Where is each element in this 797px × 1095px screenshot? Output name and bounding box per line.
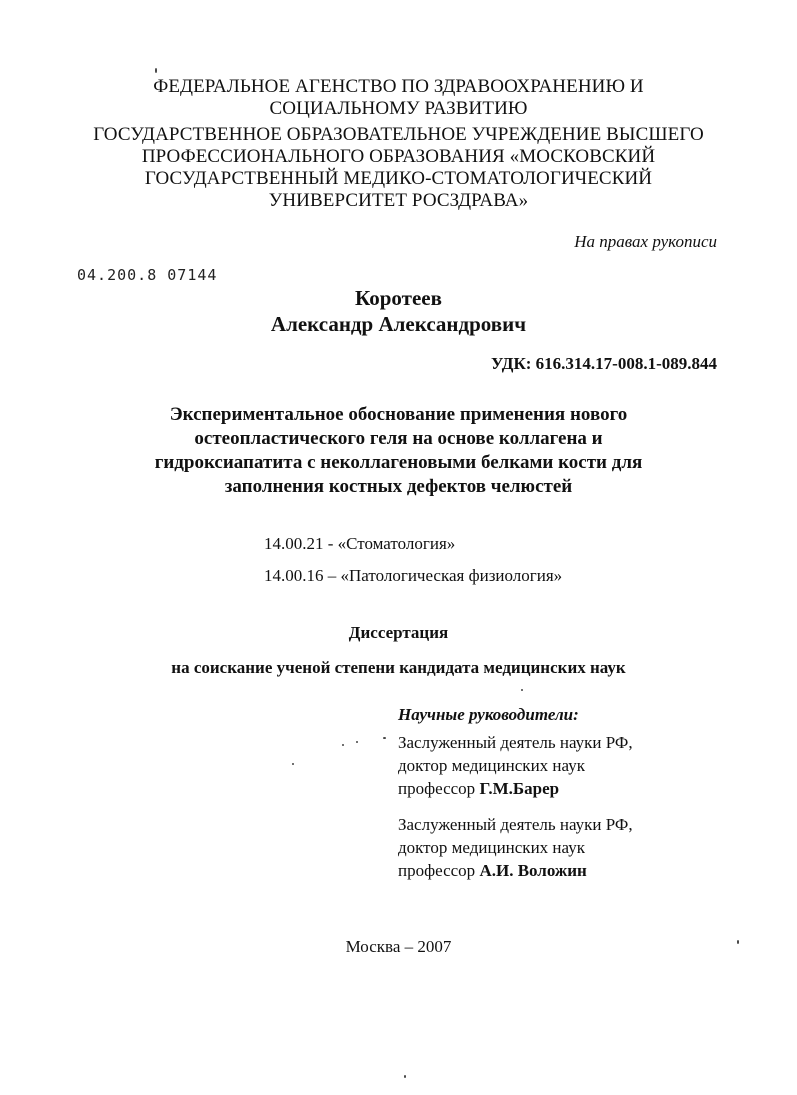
- dissertation-title: [0, 403, 797, 499]
- manuscript-note: На правах рукописи: [574, 232, 717, 251]
- udk-code: УДК: 616.314.17-008.1-089.844: [490, 354, 717, 373]
- title-line: остеопластического геля на основе коллагена и: [194, 428, 603, 449]
- supervisor-entry: [398, 731, 633, 800]
- institution-header: [0, 124, 797, 212]
- city-year: Москва – 2007: [345, 937, 452, 956]
- catalog-number: 04.200.8 07144: [77, 266, 218, 284]
- scan-speck: [292, 763, 294, 765]
- scan-speck: [356, 741, 358, 743]
- title-line: заполнения костных дефектов челюстей: [224, 476, 573, 497]
- supervisor-name: А.И. Воложин: [479, 861, 587, 880]
- author-surname: Коротеев: [355, 286, 442, 310]
- institution-line: ГОСУДАРСТВЕННОЕ ОБРАЗОВАТЕЛЬНОЕ УЧРЕЖДЕНИЕ ВЫСШЕГО: [93, 124, 704, 145]
- supervisor-rank-line: [398, 777, 633, 800]
- scan-speck: [342, 744, 344, 746]
- institution-line: УНИВЕРСИТЕТ РОСЗДРАВА»: [268, 190, 529, 211]
- supervisor-title: Заслуженный деятель науки РФ,: [398, 815, 633, 834]
- title-line: гидроксиапатита с неколлагеновыми белками кости для: [154, 452, 643, 473]
- degree-statement: на соискание ученой степени кандидата медицинских наук: [171, 658, 626, 677]
- title-line: Экспериментальное обоснование применения нового: [169, 404, 628, 425]
- supervisor-entry: [398, 813, 633, 882]
- agency-line: ФЕДЕРАЛЬНОЕ АГЕНСТВО ПО ЗДРАВООХРАНЕНИЮ И: [153, 76, 644, 97]
- agency-line: СОЦИАЛЬНОМУ РАЗВИТИЮ: [269, 98, 528, 119]
- supervisor-degree: доктор медицинских наук: [398, 838, 585, 857]
- supervisor-degree: доктор медицинских наук: [398, 756, 585, 775]
- specialty-item: 14.00.21 - «Стоматология»: [264, 534, 456, 553]
- supervisors-section: [398, 703, 633, 895]
- scan-speck: [737, 940, 739, 944]
- scan-speck: [521, 689, 523, 691]
- institution-line: ГОСУДАРСТВЕННЫЙ МЕДИКО-СТОМАТОЛОГИЧЕСКИЙ: [144, 168, 653, 189]
- author-given-names: Александр Александрович: [270, 312, 527, 336]
- institution-line: ПРОФЕССИОНАЛЬНОГО ОБРАЗОВАНИЯ «МОСКОВСКИЙ: [141, 146, 656, 167]
- supervisor-rank: профессор: [398, 779, 476, 798]
- specialty-item: 14.00.16 – «Патологическая физиология»: [264, 566, 563, 585]
- supervisor-rank-line: [398, 859, 633, 882]
- supervisors-heading: Научные руководители:: [398, 705, 579, 724]
- agency-header: [0, 76, 797, 120]
- supervisor-name: Г.М.Барер: [479, 779, 560, 798]
- scan-speck: [404, 1075, 406, 1078]
- document-type: Диссертация: [348, 623, 449, 642]
- specialty-list: [264, 528, 562, 592]
- supervisor-title: Заслуженный деятель науки РФ,: [398, 733, 633, 752]
- scan-speck: [383, 737, 386, 739]
- scan-speck: [155, 68, 157, 73]
- author-name: [0, 285, 797, 337]
- supervisor-rank: профессор: [398, 861, 476, 880]
